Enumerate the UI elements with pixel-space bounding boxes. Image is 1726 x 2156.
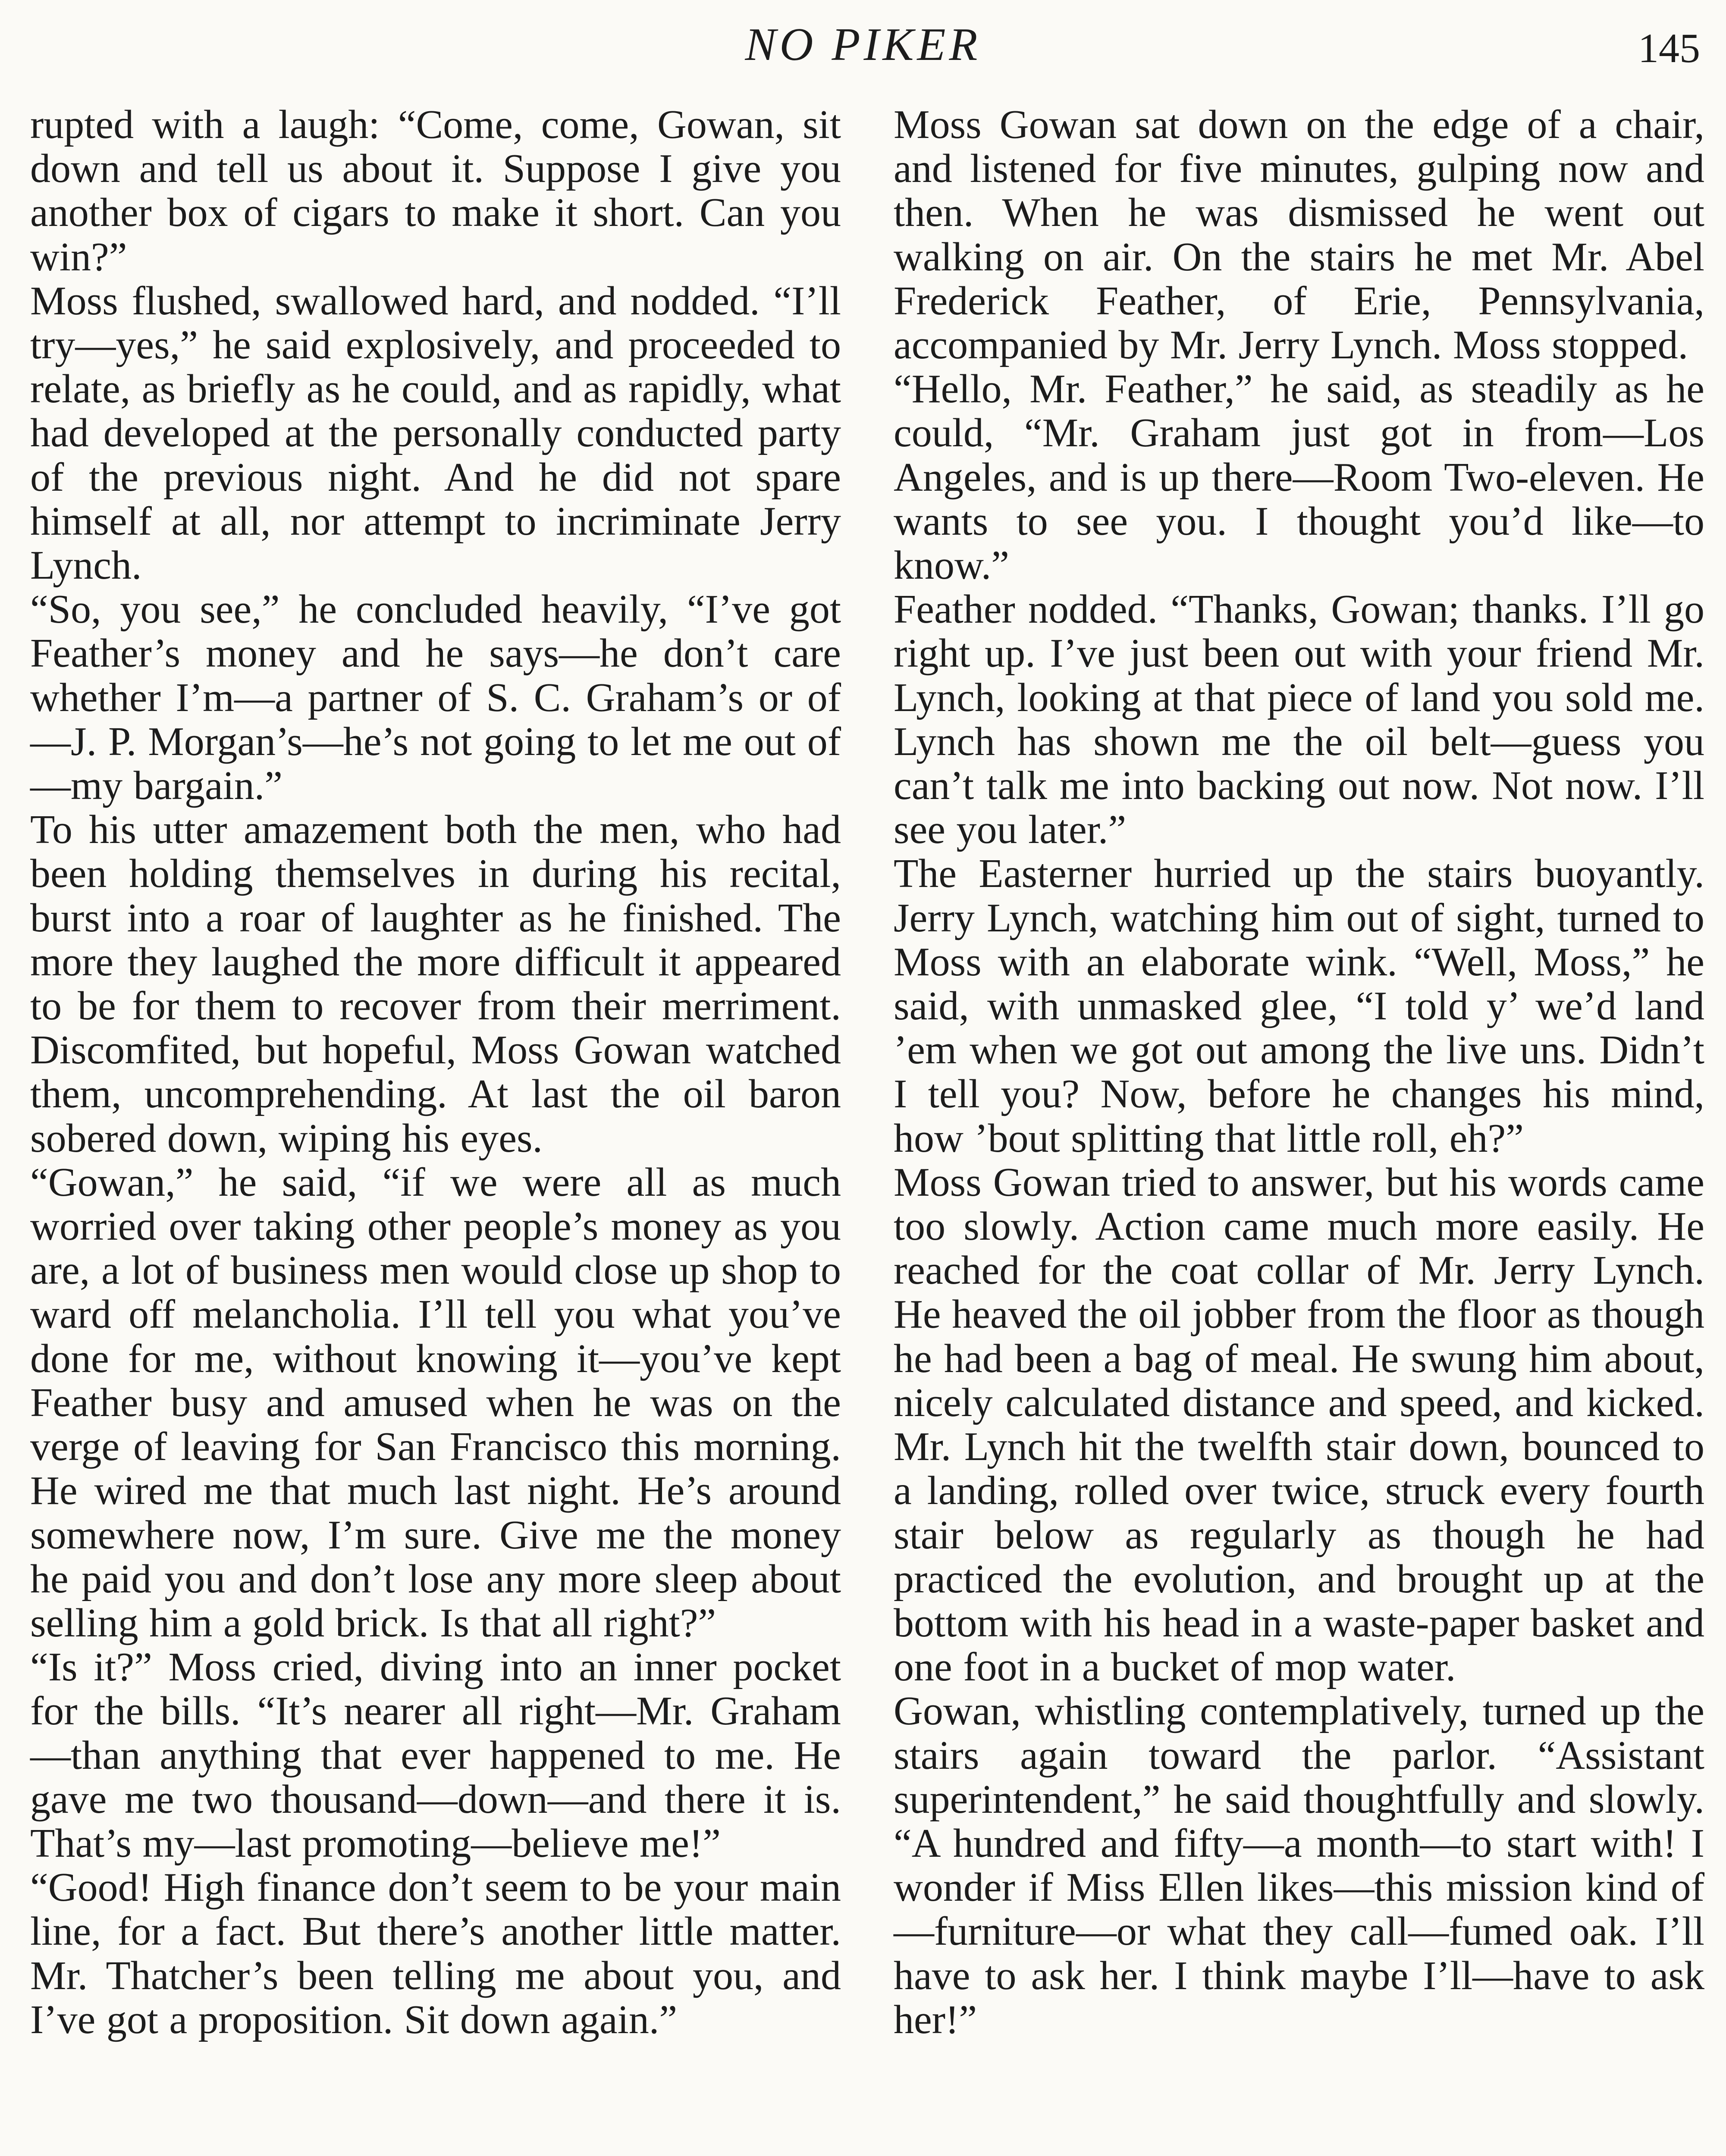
paragraph: “Gowan,” he said, “if we were all as much worried over taking other people’s money as you are, a lot of business men would close up shop to ward off melancholia. I’ll tell you what you’ve done for me, without knowing it—you’ve kept Feather busy and amused when he was on the verge of leaving for San Francisco this morning. He wired me that much last night. He’s around somewhere now, I’m sure. Give me the money he paid you and don’t lose any more sleep about selling him a gold brick. Is that all right?” xyxy=(30,1159,841,1645)
paragraph: “So, you see,” he concluded heavily, “I’ve got Feather’s money and he says—he don’t care whether I’m—a partner of S. C. Graham’s or of—J. P. Morgan’s—he’s not going to let me out of—my bargain.” xyxy=(30,587,841,808)
paragraph: Moss Gowan tried to answer, but his words came too slowly. Action came much more easily. He reached for the coat collar of Mr. Jerry Lynch. He heaved the oil jobber from the floor as though he had been a bag of meal. He swung him about, nicely calculated distance and speed, and kicked. Mr. Lynch hit the twelfth stair down, bounced to a landing, rolled over twice, struck every fourth stair below as regularly as though he had practiced the evolution, and brought up at the bottom with his head in a waste-paper basket and one foot in a bucket of mop water. xyxy=(894,1159,1704,1690)
paragraph: To his utter amazement both the men, who had been holding themselves in during his recital, burst into a roar of laughter as he finished. The more they laughed the more difficult it appeared to be for them to recover from their merriment. Discomfited, but hopeful, Moss Gowan watched them, uncomprehending. At last the oil baron sobered down, wiping his eyes. xyxy=(30,807,841,1161)
paragraph: rupted with a laugh: “Come, come, Gowan, sit down and tell us about it. Suppose I give you another box of cigars to make it short. Can you win?” xyxy=(30,102,841,279)
paragraph: “Hello, Mr. Feather,” he said, as steadily as he could, “Mr. Graham just got in from—Los Angeles, and is up there—Room Two-eleven. He wants to see you. I thought you’d like—to know.” xyxy=(894,367,1704,588)
paragraph: Moss Gowan sat down on the edge of a chair, and listened for five minutes, gulping now and then. When he was dismissed he went out walking on air. On the stairs he met Mr. Abel Frederick Feather, of Erie, Pennsylvania, accompanied by Mr. Jerry Lynch. Moss stopped. xyxy=(894,102,1704,368)
right-column xyxy=(894,103,1704,2042)
paragraph: Feather nodded. “Thanks, Gowan; thanks. I’ll go right up. I’ve just been out with your friend Mr. Lynch, looking at that piece of land you sold me. Lynch has shown me the oil belt—guess you can’t talk me into backing out now. Not now. I’ll see you later.” xyxy=(894,587,1704,852)
running-head: NO PIKER xyxy=(745,19,981,70)
paragraph: Moss flushed, swallowed hard, and nodded. “I’ll try—yes,” he said explosively, and proceeded to relate, as briefly as he could, and as rapidly, what had developed at the personally conducted party of the previous night. And he did not spare himself at all, nor attempt to incriminate Jerry Lynch. xyxy=(30,278,841,588)
left-column xyxy=(30,103,841,2042)
paragraph: Gowan, whistling contemplatively, turned up the stairs again toward the parlor. “Assistant superintendent,” he said thoughtfully and slowly. “A hundred and fifty—a month—to start with! I wonder if Miss Ellen likes—this mission kind of—furniture—or what they call—fumed oak. I’ll have to ask her. I think maybe I’ll—have to ask her!” xyxy=(894,1689,1704,2042)
page-number: 145 xyxy=(1638,25,1700,71)
page-header xyxy=(0,18,1726,83)
paragraph: The Easterner hurried up the stairs buoyantly. Jerry Lynch, watching him out of sight, turned to Moss with an elaborate wink. “Well, Moss,” he said, with unmasked glee, “I told y’ we’d land ’em when we got out among the live uns. Didn’t I tell you? Now, before he changes his mind, how ’bout splitting that little roll, eh?” xyxy=(894,851,1704,1161)
paragraph: “Is it?” Moss cried, diving into an inner pocket for the bills. “It’s nearer all right—Mr. Graham—than anything that ever happened to me. He gave me two thousand—down—and there it is. That’s my—last promoting—believe me!” xyxy=(30,1645,841,1866)
paragraph: “Good! High finance don’t seem to be your main line, for a fact. But there’s another little matter. Mr. Thatcher’s been telling me about you, and I’ve got a proposition. Sit down again.” xyxy=(30,1865,841,2042)
